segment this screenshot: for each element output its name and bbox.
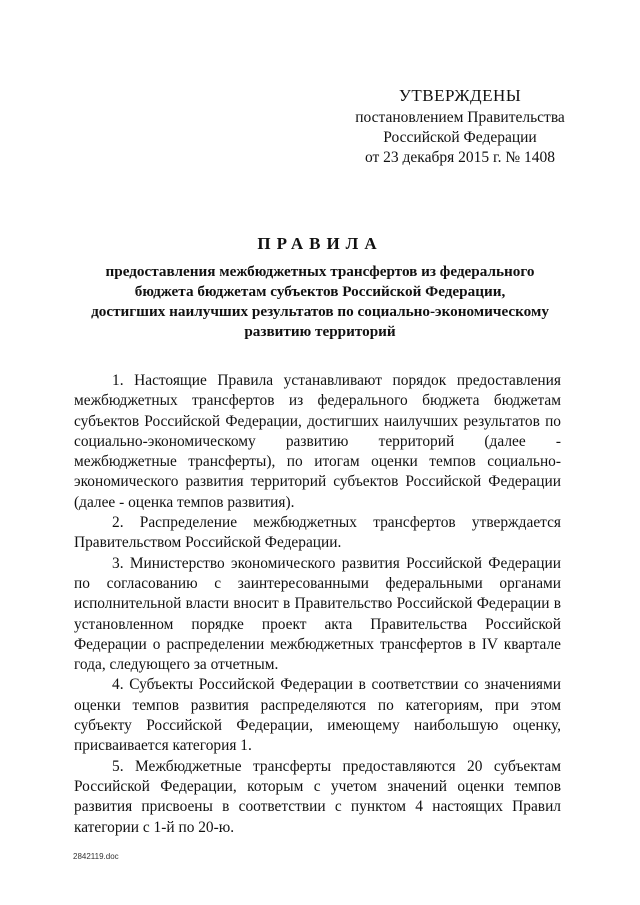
- approval-line-3: от 23 декабря 2015 г. № 1408: [364, 149, 556, 166]
- approval-heading: УТВЕРЖДЕНЫ: [398, 86, 522, 105]
- document-body: [74, 371, 561, 838]
- subtitle-line-2: бюджета бюджетам субъектов Российской Федерации,: [134, 283, 506, 300]
- subtitle-line-4: развитию территорий: [244, 323, 396, 340]
- subtitle-line-1: предоставления межбюджетных трансфертов из федерального: [105, 263, 535, 280]
- approval-line-2: Российской Федерации: [383, 129, 537, 146]
- paragraph-3: 3. Министерство экономического развития Российской Федерации по согласованию с заинтересованными федеральными органами исполнительной власти вносит в Правительство Российской Федерации в установленном порядке проект акта Правительства Российской Федерации о распределении межбюджетных трансфертов в IV квартале года, следующего за отчетным.: [74, 554, 561, 674]
- document-title: ПРАВИЛА: [257, 234, 383, 253]
- paragraph-2: 2. Распределение межбюджетных трансфертов утверждается Правительством Российской Федерации.: [74, 514, 561, 552]
- approval-stamp: [330, 86, 590, 168]
- file-name-footer: 2842119.doc: [73, 852, 119, 861]
- approval-line-1: постановлением Правительства: [355, 109, 565, 126]
- paragraph-1: 1. Настоящие Правила устанавливают порядок предоставления межбюджетных трансфертов из федерального бюджета бюджетам субъектов Российской Федерации, достигших наилучших результатов по социально-экономическому развитию территорий (далее - межбюджетные трансферты), по итогам оценки темпов социально-экономического развития территорий субъектов Российской Федерации (далее - оценка темпов развития).: [74, 372, 561, 511]
- paragraph-5: 5. Межбюджетные трансферты предоставляются 20 субъектам Российской Федерации, которым с учетом значений оценки темпов развития присвоены в соответствии с пунктом 4 настоящих Правил категории с 1-й по 20-ю.: [74, 757, 561, 836]
- subtitle-line-3: достигших наилучших результатов по социально-экономическому: [91, 303, 549, 320]
- document-subtitle: [70, 262, 570, 342]
- paragraph-4: 4. Субъекты Российской Федерации в соответствии со значениями оценки темпов развития распределяются по категориям, при этом субъекту Российской Федерации, имеющему наибольшую оценку, присваивается категория 1.: [74, 676, 561, 755]
